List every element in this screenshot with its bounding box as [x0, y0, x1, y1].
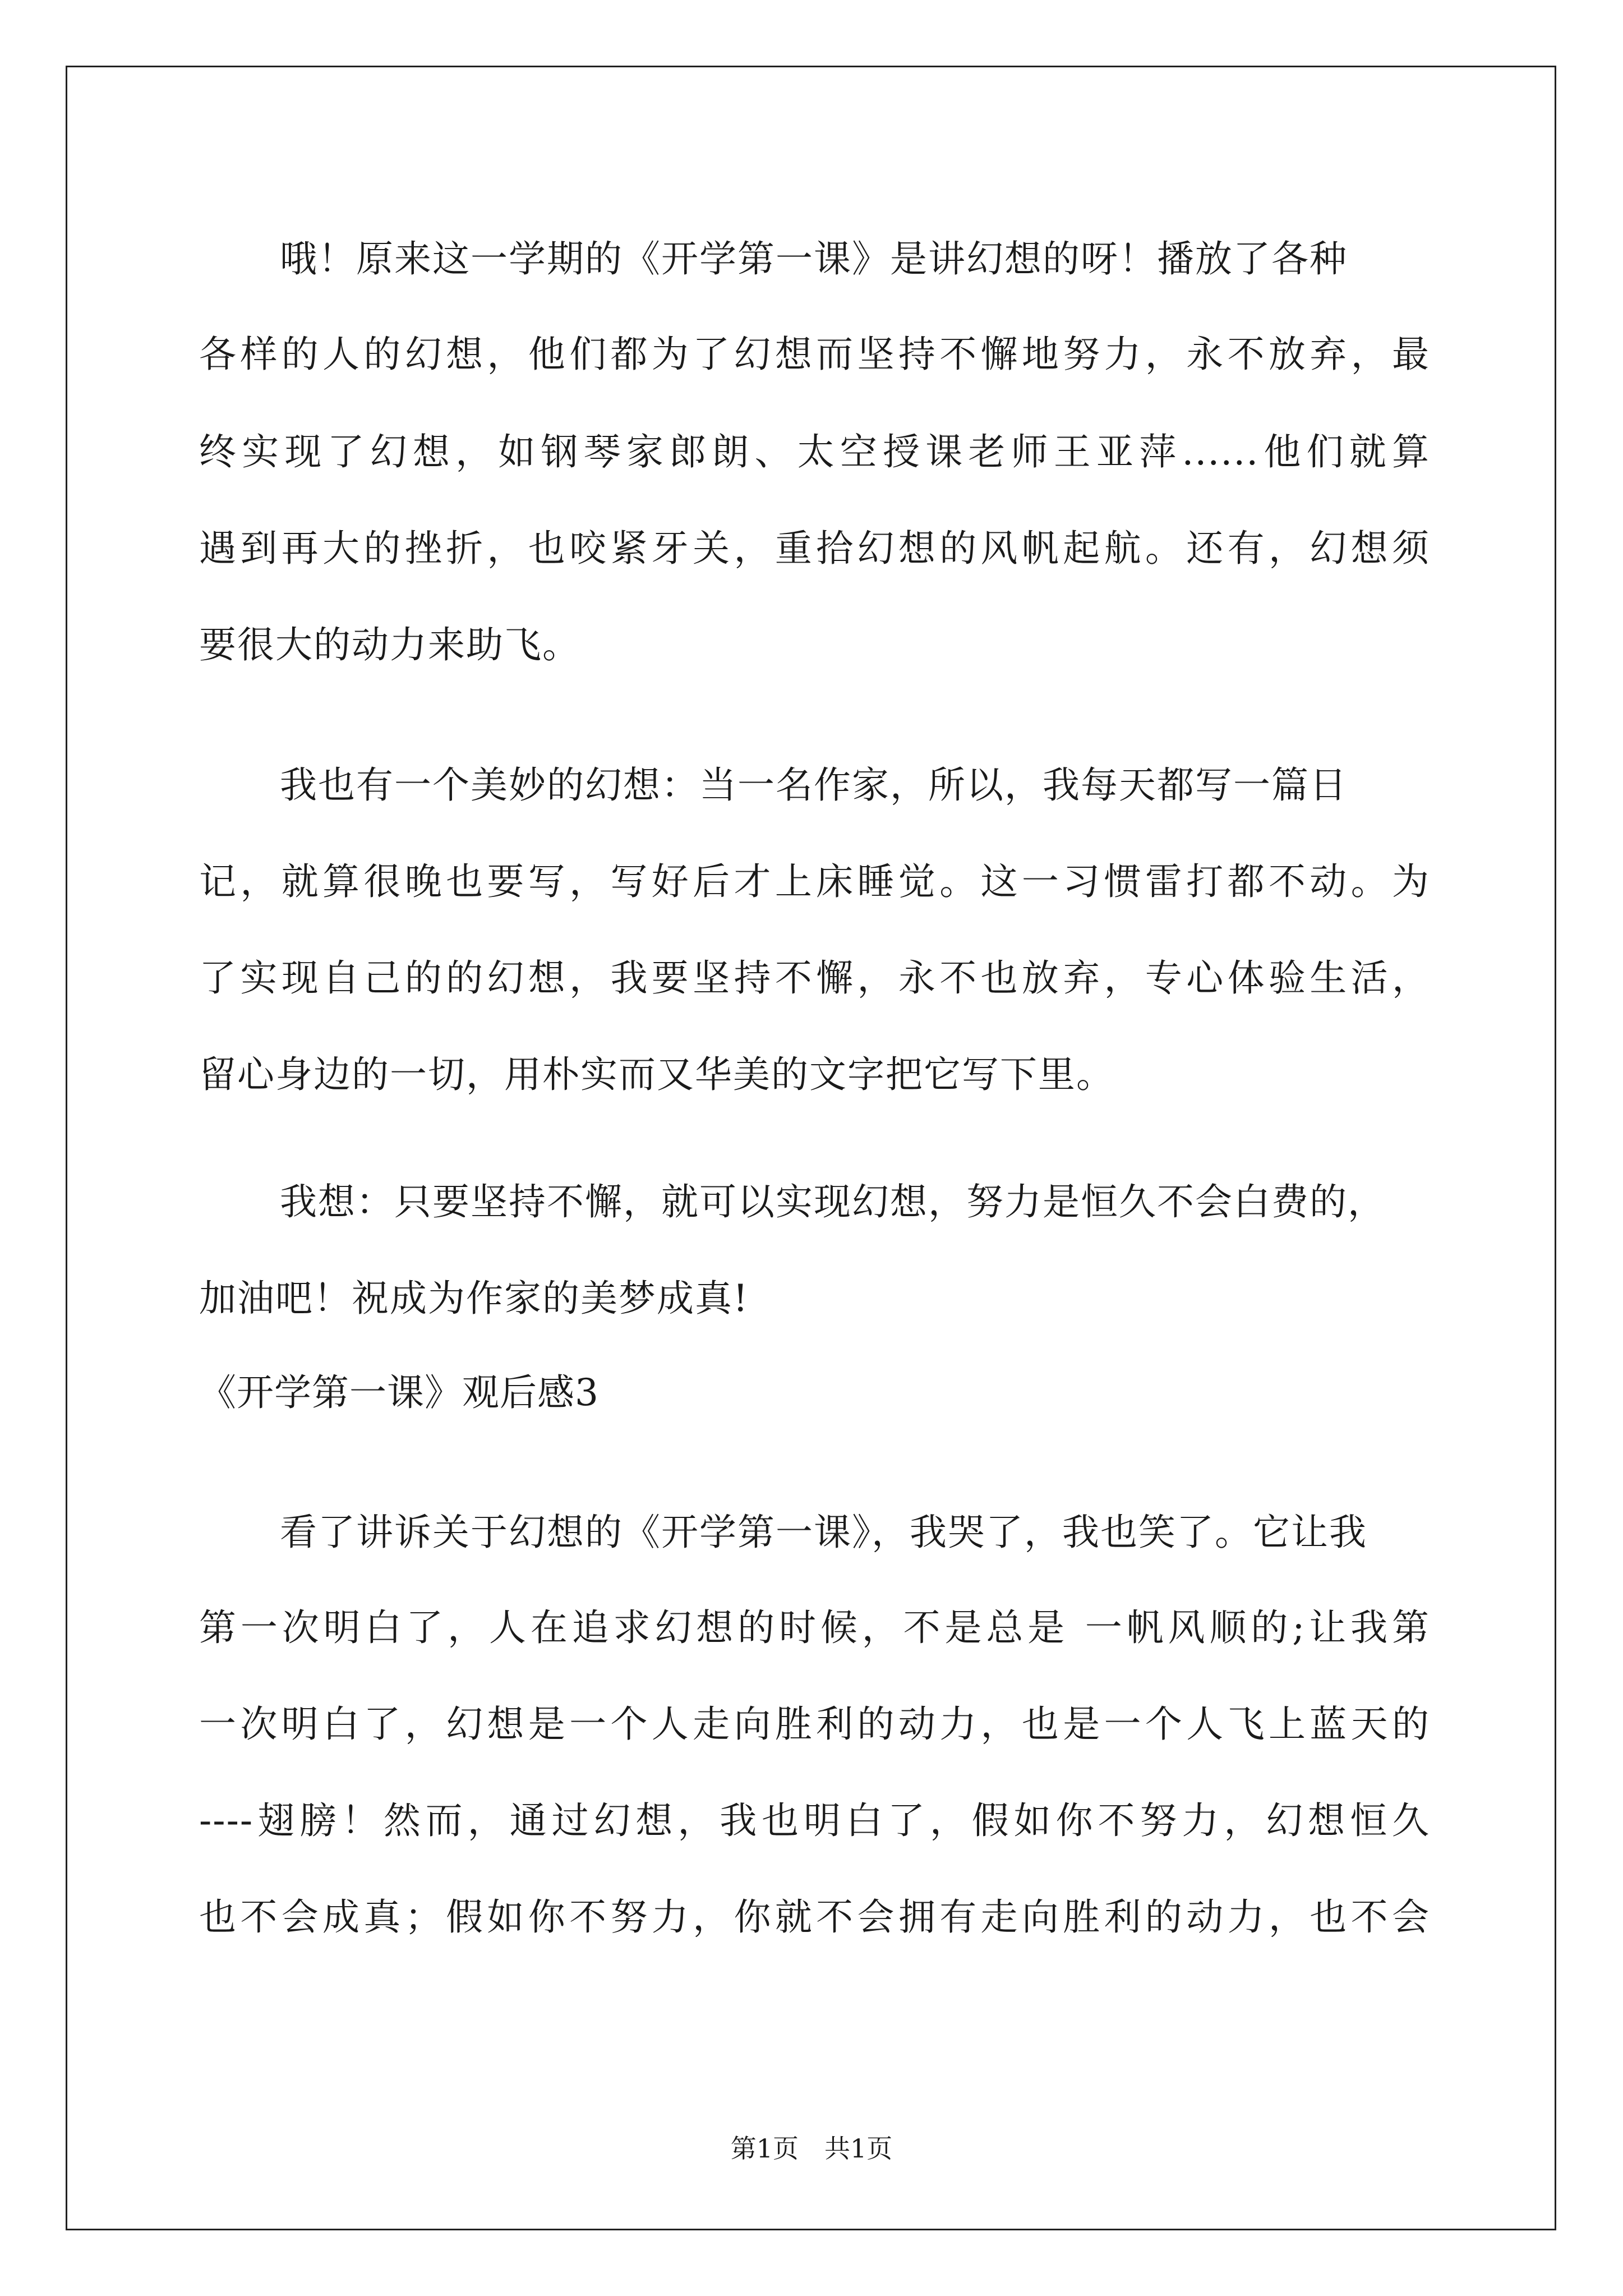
section-heading: 《开学第一课》观后感3: [199, 1371, 599, 1414]
paragraph-3-line-1: 我想：只要坚持不懈，就可以实现幻想，努力是恒久不会白费的，: [280, 1180, 1386, 1223]
page-footer: [0, 2132, 1623, 2165]
paragraph-4-line-1: 看了讲诉关于幻想的《开学第一课》，我哭了，我也笑了。它让我: [280, 1511, 1367, 1554]
paragraph-4-line-2: 第一次明白了，人在追求幻想的时候，不是总是 一帆风顺的;让我第: [199, 1606, 1430, 1649]
paragraph-1-line-1: 哦！原来这一学期的《开学第一课》是讲幻想的呀！播放了各种: [280, 237, 1348, 280]
paragraph-4-line-3: 一次明白了，幻想是一个人走向胜利的动力，也是一个人飞上蓝天的: [199, 1703, 1430, 1746]
paragraph-2-line-2: 记，就算很晚也要写，写好后才上床睡觉。这一习惯雷打都不动。为: [199, 860, 1430, 903]
paragraph-2-line-4: 留心身边的一切，用朴实而又华美的文字把它写下里。: [199, 1053, 1114, 1096]
paragraph-1-line-3: 终实现了幻想，如钢琴家郎朗、太空授课老师王亚萍......他们就算: [199, 430, 1430, 473]
paragraph-2-line-3: 了实现自己的的幻想，我要坚持不懈，永不也放弃，专心体验生活，: [199, 956, 1430, 1000]
paragraph-3-line-2: 加油吧！祝成为作家的美梦成真!: [199, 1277, 749, 1320]
paragraph-1-line-5: 要很大的动力来助飞。: [199, 623, 580, 666]
page-number-label: 第1页 共1页: [730, 2133, 893, 2164]
paragraph-4-line-5: 也不会成真；假如你不努力，你就不会拥有走向胜利的动力，也不会: [199, 1895, 1430, 1939]
paragraph-1-line-4: 遇到再大的挫折，也咬紧牙关，重拾幻想的风帆起航。还有，幻想须: [199, 527, 1430, 570]
paragraph-1-line-2: 各样的人的幻想，他们都为了幻想而坚持不懈地努力，永不放弃，最: [199, 333, 1430, 376]
paragraph-2-line-1: 我也有一个美妙的幻想：当一名作家，所以，我每天都写一篇日: [280, 763, 1348, 807]
paragraph-4-line-4: ----翅膀！然而，通过幻想，我也明白了，假如你不努力，幻想恒久: [199, 1799, 1430, 1842]
